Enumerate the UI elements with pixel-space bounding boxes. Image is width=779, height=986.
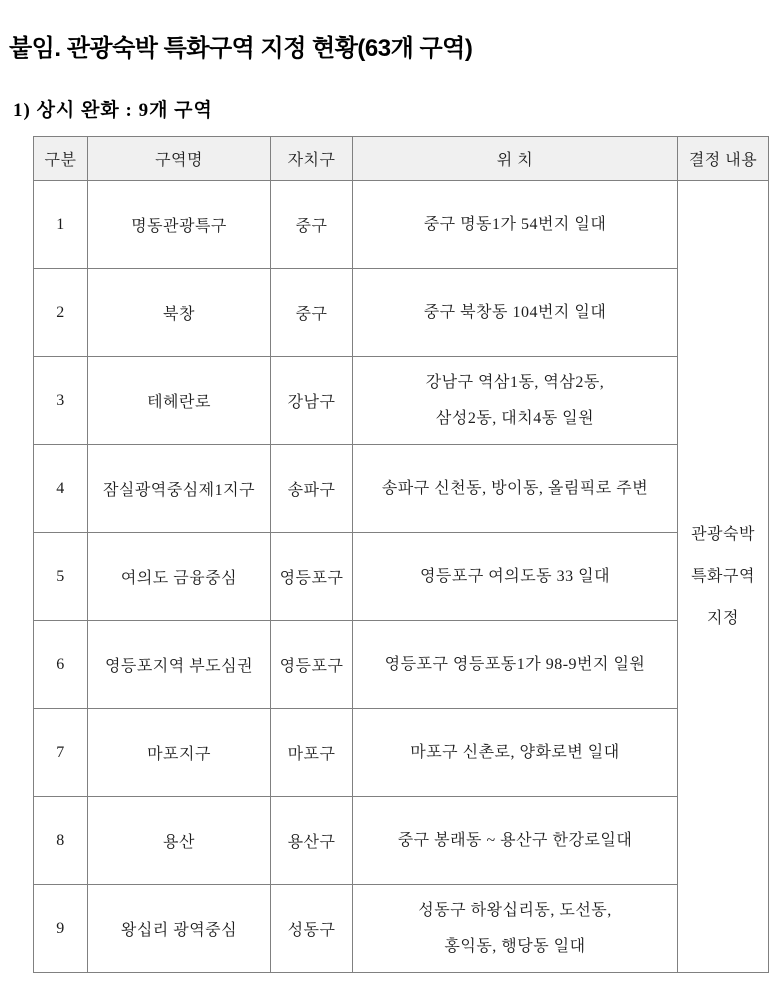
district-cell: 송파구 <box>271 445 353 533</box>
zone-name-cell: 여의도 금융중심 <box>88 533 271 621</box>
row-number-cell: 9 <box>34 885 88 973</box>
zone-name-cell: 영등포지역 부도심권 <box>88 621 271 709</box>
table-row <box>34 533 769 621</box>
location-cell: 송파구 신천동, 방이동, 올림픽로 주변 <box>353 445 678 533</box>
district-cell: 용산구 <box>271 797 353 885</box>
district-cell: 마포구 <box>271 709 353 797</box>
location-cell: 강남구 역삼1동, 역삼2동, 삼성2동, 대치4동 일원 <box>353 357 678 445</box>
row-number-cell: 6 <box>34 621 88 709</box>
section-heading: 1) 상시 완화 : 9개 구역 <box>13 100 213 121</box>
table-row <box>34 357 769 445</box>
row-number-cell: 5 <box>34 533 88 621</box>
row-number-cell: 4 <box>34 445 88 533</box>
table-row <box>34 709 769 797</box>
location-cell: 영등포구 영등포동1가 98-9번지 일원 <box>353 621 678 709</box>
zones-table-head-row <box>34 137 769 181</box>
zone-name-cell: 북창 <box>88 269 271 357</box>
decision-cell: 관광숙박 특화구역 지정 <box>678 181 769 973</box>
location-cell: 영등포구 여의도동 33 일대 <box>353 533 678 621</box>
location-cell: 중구 명동1가 54번지 일대 <box>353 181 678 269</box>
column-header: 자치구 <box>271 137 353 181</box>
zones-table-body <box>34 181 769 973</box>
column-header: 결정 내용 <box>678 137 769 181</box>
district-cell: 영등포구 <box>271 621 353 709</box>
zone-name-cell: 테헤란로 <box>88 357 271 445</box>
location-cell: 중구 북창동 104번지 일대 <box>353 269 678 357</box>
district-cell: 성동구 <box>271 885 353 973</box>
location-cell: 성동구 하왕십리동, 도선동, 홍익동, 행당동 일대 <box>353 885 678 973</box>
page-title: 붙임. 관광숙박 특화구역 지정 현황(63개 구역) <box>9 35 473 62</box>
row-number-cell: 3 <box>34 357 88 445</box>
row-number-cell: 8 <box>34 797 88 885</box>
row-number-cell: 2 <box>34 269 88 357</box>
column-header: 구분 <box>34 137 88 181</box>
zone-name-cell: 왕십리 광역중심 <box>88 885 271 973</box>
zones-table <box>33 136 769 973</box>
location-cell: 중구 봉래동 ~ 용산구 한강로일대 <box>353 797 678 885</box>
zone-name-cell: 잠실광역중심제1지구 <box>88 445 271 533</box>
district-cell: 영등포구 <box>271 533 353 621</box>
zone-name-cell: 용산 <box>88 797 271 885</box>
column-header: 구역명 <box>88 137 271 181</box>
table-row <box>34 445 769 533</box>
zone-name-cell: 명동관광특구 <box>88 181 271 269</box>
table-row <box>34 181 769 269</box>
location-cell: 마포구 신촌로, 양화로변 일대 <box>353 709 678 797</box>
row-number-cell: 7 <box>34 709 88 797</box>
district-cell: 중구 <box>271 269 353 357</box>
column-header: 위 치 <box>353 137 678 181</box>
table-row <box>34 269 769 357</box>
zone-name-cell: 마포지구 <box>88 709 271 797</box>
table-row <box>34 885 769 973</box>
table-row <box>34 621 769 709</box>
table-row <box>34 797 769 885</box>
district-cell: 강남구 <box>271 357 353 445</box>
row-number-cell: 1 <box>34 181 88 269</box>
district-cell: 중구 <box>271 181 353 269</box>
